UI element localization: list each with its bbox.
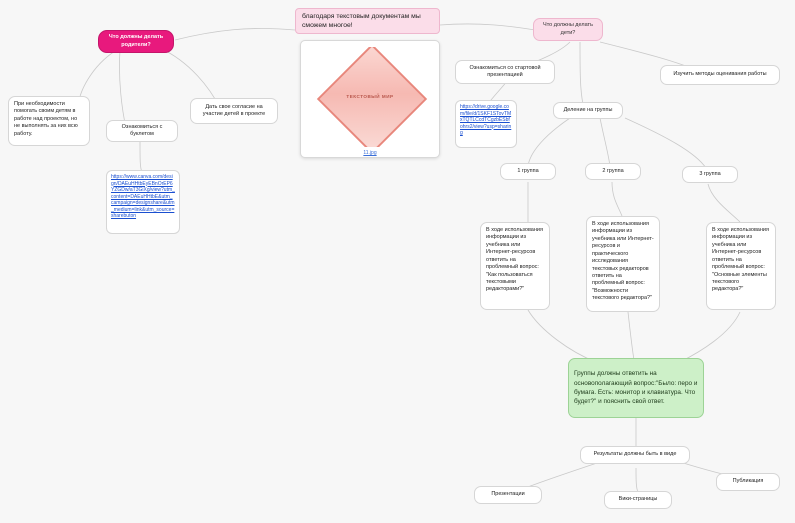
image-artwork [307,47,433,147]
node-parents-consent-label: Дать свое согласие на участие детей в проекте [202,103,266,117]
node-group-3-label: 3 группа [699,170,721,177]
node-result-publication[interactable] [716,473,780,491]
node-result-publication-label: Публикация [732,478,764,485]
node-parents-role-label: Что должны делать родители? [108,34,164,48]
node-essential-question-label: Группы должны ответить на основополагающий вопрос:"Было: перо и бумага. Есть: монитор и клавиатура. Что будет?" и пояснить свой ответ. [574,370,698,406]
link-google-drive-text: https://drive.google.com/file/d/1SKF1STovTMxTQTLCcdTCgzbESbfohrs2/view?usp=sharing [460,104,512,136]
node-result-presentation-label: Презентации [491,491,525,498]
node-results-title[interactable] [580,446,690,464]
node-group-1-task[interactable] [480,222,550,310]
root-title-node[interactable] [295,8,440,34]
node-result-wiki-label: Вики-страницы [618,496,658,503]
node-kids-presentation[interactable] [455,60,555,84]
node-group-3[interactable] [682,166,738,183]
node-parents-help[interactable] [8,96,90,146]
node-kids-role-label: Что должны делать дети? [543,22,593,36]
link-canva-text: https://www.canva.com/design/DAEuHHtbEyEBnOrEP6YZGDw/aT3GiXg/view?utm_content=DAEuHHtbE&utm_campaign=designshare&utm_medium=link&utm_source=sharebuton [111,174,175,219]
node-group-1-task-label: В ходе использования информации из учебника или Интернет-ресурсов ответить на проблемный вопрос: "Как пользоваться текстовыми редакторами?" [486,227,543,293]
node-results-title-label: Результаты должны быть в виде [593,451,677,458]
image-card-textovy-mir[interactable] [300,40,440,158]
node-group-3-task-label: В ходе использования информации из учебника или Интернет-ресурсов ответить на проблемный вопрос: "Основные элементы текстового редактора?" [712,227,769,293]
node-group-3-task[interactable] [706,222,776,310]
node-group-2-label: 2 группа [602,167,624,174]
node-essential-question[interactable] [568,358,704,418]
node-group-1-label: 1 группа [517,167,539,174]
node-group-1[interactable] [500,163,556,180]
node-parents-role[interactable] [98,30,174,53]
node-group-division-label: Деление на группы [563,106,613,113]
node-result-wiki[interactable] [604,491,672,509]
node-parents-booklet-label: Ознакомиться с буклетом [121,123,163,137]
node-kids-study-methods[interactable] [660,65,780,85]
node-kids-presentation-label: Ознакомиться со стартовой презентацией [469,64,541,78]
node-kids-role[interactable] [533,18,603,41]
node-group-2[interactable] [585,163,641,180]
node-result-presentation[interactable] [474,486,542,504]
node-group-2-task-label: В ходе использования информации из учебника или Интернет-ресурсов и практического исследования текстовых редакторов ответить на проблемный вопрос: "Возможности текстового редактора?" [592,221,654,302]
node-parents-consent[interactable] [190,98,278,124]
node-parents-booklet[interactable] [106,120,178,142]
link-canva[interactable] [106,170,180,234]
node-kids-study-methods-label: Изучить методы оценивания работы [673,71,767,78]
link-google-drive[interactable] [455,100,517,148]
root-title-text: благодаря текстовым документам мы сможем многое! [302,13,421,29]
node-group-2-task[interactable] [586,216,660,312]
artwork-label: ТЕКСТОВЫЙ МИР [346,94,394,99]
node-group-division[interactable] [553,102,623,119]
image-caption[interactable]: 11.jpg [363,150,377,156]
node-parents-help-label: При необходимости помогать своим детям в работе над проектом, но не выполнять за них всю работу. [14,101,78,137]
